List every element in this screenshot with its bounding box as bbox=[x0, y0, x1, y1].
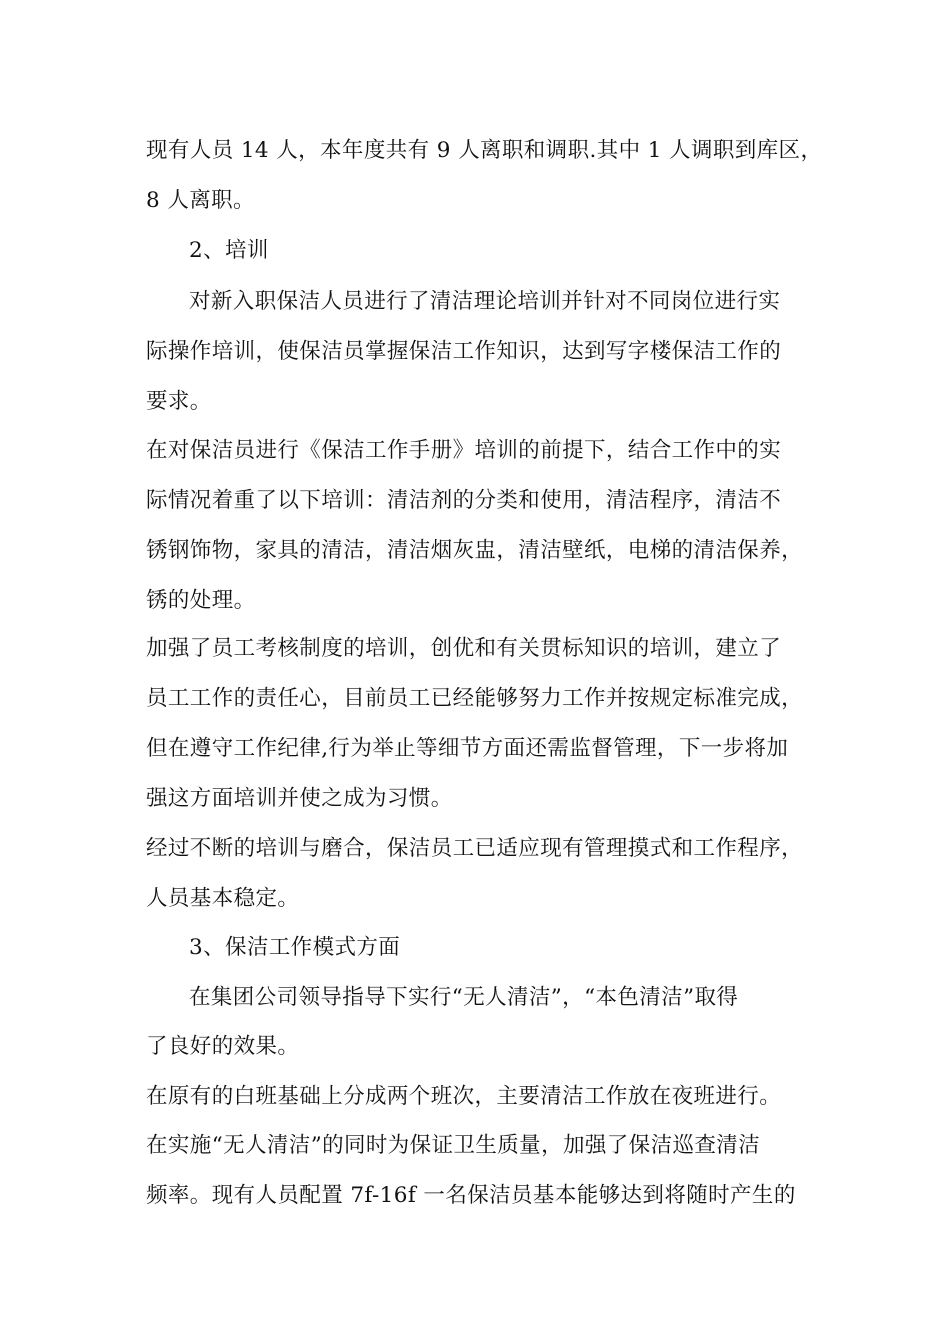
text-line-20: 在原有的白班基础上分成两个班次，主要清洁工作放在夜班进行。 bbox=[146, 1084, 782, 1109]
text-line-4: 对新入职保洁人员进行了清洁理论培训并针对不同岗位进行实 bbox=[189, 289, 781, 314]
text-line-12: 员工工作的责任心，目前员工已经能够努力工作并按规定标准完成， bbox=[146, 686, 804, 711]
text-line-11: 加强了员工考核制度的培训，创优和有关贯标知识的培训，建立了 bbox=[146, 636, 782, 661]
section-heading-cleaning-mode: 3、保洁工作模式方面 bbox=[189, 935, 401, 960]
text-line-15: 经过不断的培训与磨合，保洁员工已适应现有管理摸式和工作程序， bbox=[146, 836, 804, 861]
text-line-1: 现有人员 14 人，本年度共有 9 人离职和调职.其中 1 人调职到库区， bbox=[146, 138, 823, 163]
text-line-22: 频率。现有人员配置 7f-16f 一名保洁员基本能够达到将随时产生的 bbox=[146, 1183, 796, 1208]
text-line-13: 但在遵守工作纪律,行为举止等细节方面还需监督管理，下一步将加 bbox=[146, 736, 789, 761]
text-line-6: 要求。 bbox=[146, 389, 212, 414]
text-line-14: 强这方面培训并使之成为习惯。 bbox=[146, 786, 453, 811]
text-line-16: 人员基本稳定。 bbox=[146, 886, 300, 911]
text-line-5: 际操作培训，使保洁员掌握保洁工作知识，达到写字楼保洁工作的 bbox=[146, 339, 782, 364]
text-line-8: 际情况着重了以下培训：清洁剂的分类和使用，清洁程序，清洁不 bbox=[146, 488, 782, 513]
text-line-21: 在实施“无人清洁”的同时为保证卫生质量，加强了保洁巡查清洁 bbox=[146, 1133, 761, 1158]
text-line-18: 在集团公司领导指导下实行“无人清洁”，“本色清洁”取得 bbox=[189, 985, 739, 1010]
text-line-10: 锈的处理。 bbox=[146, 588, 256, 613]
text-line-9: 锈钢饰物，家具的清洁，清洁烟灰盅，清洁壁纸，电梯的清洁保养， bbox=[146, 538, 804, 563]
text-line-19: 了良好的效果。 bbox=[146, 1034, 300, 1059]
text-line-7: 在对保洁员进行《保洁工作手册》培训的前提下，结合工作中的实 bbox=[146, 438, 782, 463]
text-line-2: 8 人离职。 bbox=[146, 188, 255, 213]
section-heading-training: 2、培训 bbox=[189, 238, 269, 263]
